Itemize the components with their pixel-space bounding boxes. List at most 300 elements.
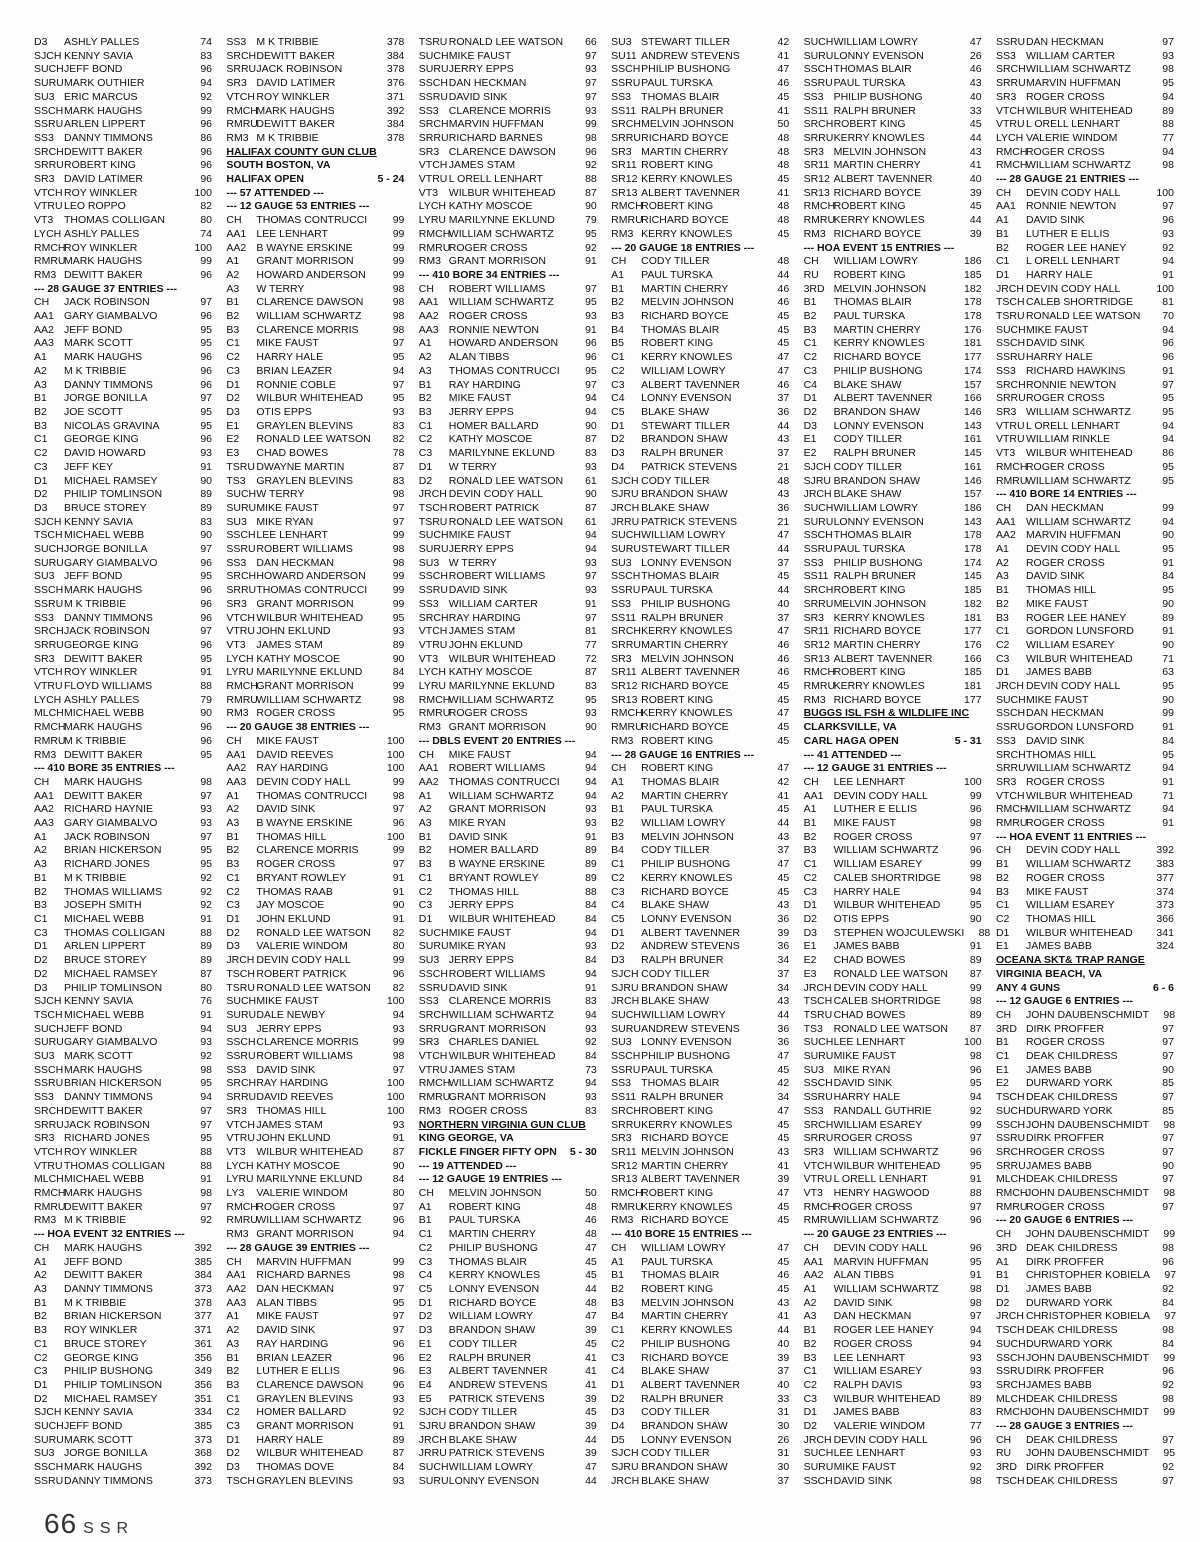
- result-row: [226, 872, 404, 886]
- result-row: [611, 1447, 789, 1461]
- score: 43: [969, 145, 982, 158]
- result-row: [226, 461, 404, 475]
- score: 90: [1162, 638, 1174, 651]
- result-row: [34, 899, 212, 913]
- result-row: [996, 1064, 1174, 1078]
- shooter-name: ROGER LEE HANEY: [1025, 611, 1127, 624]
- score: 63: [1162, 666, 1174, 679]
- class-code: D2: [226, 392, 240, 405]
- shooter-name: THOMAS HILL: [1025, 748, 1096, 761]
- score: 45: [777, 1282, 790, 1295]
- result-row: [803, 926, 991, 941]
- score: 87: [585, 666, 597, 679]
- result-row: [419, 1242, 597, 1256]
- result-row: [226, 995, 404, 1009]
- score: 33: [969, 104, 982, 117]
- result-row: [611, 132, 789, 146]
- shooter-name: CALEB SHORTRIDGE: [833, 995, 941, 1008]
- score: 99: [969, 789, 982, 802]
- score: 97: [1162, 1050, 1174, 1063]
- score: 95: [200, 405, 212, 418]
- result-row: [996, 200, 1174, 214]
- shooter-name: RICHARD BOYCE: [833, 625, 922, 638]
- result-row: [996, 1365, 1174, 1379]
- shooter-name: PATRICK STEVENS: [641, 515, 738, 528]
- shooter-name: MIKE FAUST: [1025, 693, 1089, 706]
- class-code: SJCH: [611, 967, 639, 980]
- score: 45: [777, 1200, 790, 1213]
- result-row: [419, 406, 597, 420]
- result-row: [611, 392, 789, 406]
- class-code: SR13: [803, 186, 830, 199]
- shooter-name: CODY TILLER: [448, 1337, 518, 1350]
- shooter-name: BRIAN LEAZER: [256, 364, 333, 377]
- event-header: --- 28 GAUGE 3 ENTRIES ---: [995, 1420, 1134, 1433]
- class-code: SJCH: [34, 515, 62, 528]
- score: 99: [392, 1255, 405, 1268]
- class-code: RMCH: [803, 666, 836, 679]
- score: 39: [777, 1173, 790, 1186]
- class-code: RMCH: [995, 460, 1028, 473]
- class-code: VTCH: [226, 611, 255, 624]
- class-code: JRRU: [418, 1447, 447, 1460]
- shooter-name: THOMAS HILL: [256, 830, 327, 843]
- shooter-name: RAY HARDING: [256, 1077, 329, 1090]
- result-row: [611, 1173, 789, 1187]
- class-code: A3: [34, 858, 47, 871]
- score: 368: [194, 1447, 212, 1460]
- score: 44: [777, 1008, 790, 1021]
- score: 96: [969, 1145, 982, 1158]
- class-code: LYCH: [34, 693, 62, 706]
- score: 90: [392, 1159, 405, 1172]
- shooter-name: KERRY KNOWLES: [833, 214, 925, 227]
- shooter-name: KATHY MOSCOE: [448, 433, 533, 446]
- score: 98: [200, 775, 212, 788]
- score: 41: [777, 186, 790, 199]
- score: 96: [200, 556, 212, 569]
- score: 378: [386, 63, 405, 76]
- class-code: CH: [611, 1241, 627, 1254]
- result-row: [226, 365, 404, 379]
- class-code: SRRU: [418, 131, 449, 144]
- shooter-name: MIKE RYAN: [833, 1063, 891, 1076]
- result-row: [419, 1283, 597, 1297]
- result-row: [804, 132, 982, 146]
- score: 46: [777, 666, 790, 679]
- shooter-name: ALBERT TAVENNER: [641, 1378, 740, 1391]
- class-code: E2: [803, 954, 817, 967]
- class-code: SR3: [418, 145, 440, 158]
- class-code: JRCH: [611, 501, 640, 514]
- class-code: MLCH: [995, 1173, 1026, 1186]
- class-code: B2: [611, 296, 625, 309]
- shooter-name: THOMAS COLLIGAN: [64, 926, 165, 939]
- score: 385: [194, 1420, 212, 1433]
- score: 48: [777, 145, 790, 158]
- score: 98: [969, 1282, 982, 1295]
- result-row: [34, 337, 212, 351]
- score: 97: [1162, 1145, 1174, 1158]
- result-row: [226, 749, 404, 763]
- class-code: B3: [995, 885, 1009, 898]
- class-code: SSRU: [611, 584, 641, 597]
- class-code: D2: [34, 967, 48, 980]
- score: 96: [200, 118, 212, 131]
- shooter-name: MARK HAUGHS: [64, 1063, 143, 1076]
- class-code: CH: [803, 775, 819, 788]
- event-header: --- 28 GAUGE 39 ENTRIES ---: [226, 1241, 370, 1254]
- shooter-name: VALERIE WINDOM: [833, 1420, 925, 1433]
- shooter-name: KERRY KNOWLES: [833, 131, 925, 144]
- shooter-name: MELVIN JOHNSON: [641, 1296, 734, 1309]
- shooter-name: RICHARD JONES: [64, 1132, 150, 1145]
- result-row: [611, 461, 789, 475]
- shooter-name: MIKE FAUST: [256, 337, 319, 350]
- class-code: C5: [611, 405, 625, 418]
- shooter-name: RICHARD BOYCE: [641, 214, 729, 227]
- result-row: [419, 1379, 597, 1393]
- class-code: D1: [418, 1296, 433, 1309]
- result-row: [419, 1077, 597, 1091]
- class-code: SR11: [611, 1145, 637, 1158]
- result-row: [419, 351, 597, 365]
- class-code: D2: [34, 954, 48, 967]
- score: 94: [1162, 90, 1174, 103]
- shooter-name: DURWARD YORK: [1025, 1077, 1113, 1090]
- club-name: NORTHERN VIRGINIA GUN CLUB: [418, 1118, 586, 1131]
- event-header: --- 28 GAUGE 16 ENTRIES ---: [611, 748, 755, 761]
- score: 91: [969, 940, 982, 953]
- result-row: [419, 995, 597, 1009]
- class-code: VT3: [226, 1145, 246, 1158]
- result-row: [996, 1173, 1174, 1187]
- result-row: [996, 91, 1174, 105]
- score: 94: [585, 775, 597, 788]
- class-code: SURU: [34, 1433, 64, 1446]
- class-code: SRCH: [226, 49, 257, 62]
- score: 96: [585, 337, 597, 350]
- shooter-name: DEVIN CODY HALL: [833, 1433, 928, 1446]
- score: 66: [585, 36, 597, 48]
- result-row: [611, 543, 789, 557]
- score: 97: [969, 1132, 982, 1145]
- result-row: [419, 118, 597, 132]
- class-code: TS3: [803, 1022, 823, 1035]
- score: 99: [1163, 1228, 1176, 1241]
- class-code: JRCH: [995, 680, 1024, 693]
- result-row: [34, 612, 212, 626]
- result-row: [226, 310, 404, 324]
- shooter-name: DEVIN CODY HALL: [1025, 186, 1121, 199]
- result-row: [226, 1447, 404, 1461]
- result-row: [419, 310, 597, 324]
- shooter-name: PAUL TURSKA: [641, 77, 713, 90]
- score: 45: [777, 337, 790, 350]
- score: 87: [585, 186, 597, 199]
- score: 373: [1156, 899, 1174, 912]
- shooter-name: DAVID SINK: [833, 1077, 893, 1090]
- class-code: SRCH: [611, 625, 641, 638]
- score: 371: [194, 1324, 212, 1337]
- score: 97: [1162, 1022, 1174, 1035]
- shooter-name: LEE LENHART: [833, 1447, 906, 1460]
- class-code: E1: [226, 419, 240, 432]
- shooter-name: ROGER CROSS: [448, 310, 528, 323]
- class-code: SSCH: [995, 337, 1026, 350]
- score: 95: [1162, 405, 1174, 418]
- publication-name: SSR: [83, 1520, 135, 1537]
- shooter-name: MELVIN JOHNSON: [833, 597, 927, 610]
- score: 48: [777, 255, 790, 268]
- event-header: --- 12 GAUGE 31 ENTRIES ---: [803, 762, 947, 775]
- result-row: [611, 1310, 789, 1324]
- score: 48: [777, 200, 790, 213]
- class-code: RM3: [226, 1228, 249, 1241]
- class-code: SS3: [611, 90, 632, 103]
- event-header: --- 410 BORE 34 ENTRIES ---: [418, 268, 560, 281]
- shooter-name: WILLIAM SCHWARTZ: [448, 1077, 554, 1090]
- shooter-name: JOHN DAUBENSCHMIDT: [1025, 1228, 1150, 1241]
- shooter-name: ARLEN LIPPERT: [64, 118, 146, 131]
- class-code: SRCH: [995, 748, 1026, 761]
- result-row: [34, 1256, 212, 1270]
- shooter-name: RALPH BRUNER: [641, 1392, 724, 1405]
- class-code: AA1: [995, 515, 1016, 528]
- class-code: SRRU: [611, 638, 641, 651]
- result-row: [611, 118, 789, 132]
- shooter-name: PAUL TURSKA: [641, 803, 713, 816]
- result-row: [611, 927, 789, 941]
- class-code: B3: [611, 310, 625, 323]
- location-text: KING GEORGE, VA: [418, 1132, 514, 1145]
- score: 92: [585, 1036, 597, 1049]
- class-code: SURU: [418, 940, 449, 953]
- class-code: VT3: [418, 652, 439, 665]
- shooter-name: MARVIN HUFFMAN: [448, 118, 544, 131]
- shooter-name: DEWITT BAKER: [64, 1104, 143, 1117]
- result-row: [804, 625, 982, 639]
- result-row: [996, 1242, 1174, 1256]
- score: 91: [969, 1269, 982, 1282]
- result-row: [226, 1434, 404, 1448]
- class-code: B3: [418, 405, 432, 418]
- class-code: A2: [418, 351, 432, 364]
- result-row: [804, 433, 982, 447]
- shoot-date: 6 - 6: [1152, 981, 1174, 994]
- result-row: [34, 844, 212, 858]
- class-code: C1: [226, 1392, 240, 1405]
- result-row: [419, 324, 597, 338]
- shooter-name: JERRY EPPS: [448, 63, 514, 76]
- shooter-name: JAMES BABB: [833, 940, 900, 953]
- result-row: [804, 1269, 982, 1283]
- shooter-name: CLARENCE MORRIS: [448, 104, 551, 117]
- shooter-name: GRANT MORRISON: [448, 1022, 547, 1035]
- shooter-name: BLAKE SHAW: [641, 501, 710, 514]
- class-code: A1: [226, 789, 240, 802]
- score: 93: [585, 803, 597, 816]
- result-row: [611, 1269, 789, 1283]
- result-row: [34, 982, 212, 996]
- shooter-name: ROBERT KING: [641, 1104, 714, 1117]
- score: 99: [969, 858, 982, 871]
- class-code: C1: [611, 351, 625, 364]
- shooter-name: JORGE BONILLA: [64, 543, 148, 556]
- shooter-name: DAVID SINK: [256, 1063, 316, 1076]
- shooter-name: DEVIN CODY HALL: [1025, 844, 1121, 857]
- shooter-name: DIRK PROFFER: [1025, 1461, 1105, 1474]
- result-row: [996, 159, 1174, 173]
- shooter-name: RONALD LEE WATSON: [1025, 310, 1141, 323]
- result-row: [34, 1310, 212, 1324]
- class-code: SRRU: [803, 131, 834, 144]
- score: 98: [1163, 1187, 1176, 1200]
- result-row: [996, 324, 1174, 338]
- class-code: C2: [34, 447, 48, 460]
- result-row: [995, 1310, 1177, 1324]
- shooter-name: RAY HARDING: [448, 378, 521, 391]
- result-row: [34, 187, 212, 201]
- shoot-title: [804, 735, 982, 749]
- shooter-name: MARILYNNE EKLUND: [448, 214, 555, 227]
- result-row: [419, 1050, 597, 1064]
- result-row: [419, 543, 597, 557]
- shooter-name: MICHAEL WEBB: [64, 707, 145, 720]
- score: 392: [194, 1461, 212, 1474]
- class-code: SRCH: [611, 118, 641, 131]
- result-row: [34, 379, 212, 393]
- score: 40: [969, 90, 982, 103]
- shooter-name: MARK OUTHIER: [64, 77, 145, 90]
- result-row: [804, 1036, 982, 1050]
- score: 94: [392, 364, 405, 377]
- class-code: SR13: [803, 652, 830, 665]
- class-code: TSCH: [995, 1091, 1025, 1104]
- result-row: [611, 1297, 789, 1311]
- result-row: [611, 516, 789, 530]
- score: 97: [1164, 1310, 1177, 1323]
- result-row: [804, 1242, 982, 1256]
- shooter-name: MARILYNNE EKLUND: [448, 680, 555, 693]
- result-row: [34, 1009, 212, 1023]
- result-row: [226, 392, 404, 406]
- result-row: [611, 200, 789, 214]
- shooter-name: JEFF KEY: [64, 460, 114, 473]
- score: 94: [969, 1091, 982, 1104]
- result-row: [996, 899, 1174, 913]
- score: 96: [585, 351, 597, 364]
- class-code: CH: [803, 255, 819, 268]
- shooter-name: ALBERT TAVENNER: [641, 926, 740, 939]
- shooter-name: MARTIN CHERRY: [833, 159, 921, 172]
- class-code: SR3: [34, 652, 55, 665]
- class-code: RM3: [611, 734, 634, 747]
- class-code: SUCH: [611, 1008, 641, 1021]
- score: 98: [1162, 159, 1174, 172]
- shooter-name: ASHLY PALLES: [64, 36, 140, 48]
- score: 82: [392, 981, 405, 994]
- result-row: [226, 516, 404, 530]
- shooter-name: ROBERT WILLIAMS: [448, 282, 546, 295]
- class-code: D1: [34, 940, 48, 953]
- result-row: [611, 406, 789, 420]
- shooter-name: ALBERT TAVENNER: [833, 652, 933, 665]
- class-code: RMCH: [611, 707, 643, 720]
- shooter-name: DIRK PROFFER: [1025, 1365, 1105, 1378]
- class-code: RMRU: [418, 707, 451, 720]
- score: 48: [777, 159, 790, 172]
- class-code: B1: [995, 1269, 1009, 1282]
- shooter-name: RICHARD BOYCE: [448, 1296, 537, 1309]
- result-row: [419, 529, 597, 543]
- result-row: [34, 954, 212, 968]
- result-row: [996, 790, 1174, 804]
- result-row: [996, 392, 1174, 406]
- score: 48: [777, 474, 790, 487]
- shooter-name: DAVID SINK: [256, 1324, 316, 1337]
- shooter-name: KERRY KNOWLES: [641, 351, 733, 364]
- result-row: [419, 200, 597, 214]
- class-code: D2: [611, 433, 625, 446]
- shooter-name: BRANDON SHAW: [641, 433, 728, 446]
- result-row: [419, 749, 597, 763]
- class-code: D3: [611, 954, 625, 967]
- class-code: TSCH: [995, 1474, 1025, 1487]
- result-row: [804, 776, 982, 790]
- shooter-name: ERIC MARCUS: [64, 90, 138, 103]
- score: 40: [777, 1378, 790, 1391]
- score: 98: [585, 131, 597, 144]
- class-code: C3: [611, 1351, 625, 1364]
- score: 94: [585, 405, 597, 418]
- score: 86: [1162, 447, 1174, 460]
- result-row: [226, 968, 404, 982]
- score: 93: [585, 63, 597, 76]
- score: 93: [1162, 227, 1174, 240]
- score: 86: [200, 131, 212, 144]
- class-code: VTCH: [226, 1118, 255, 1131]
- score: 95: [392, 611, 405, 624]
- class-code: VTCH: [226, 90, 255, 103]
- score: 93: [392, 1118, 405, 1131]
- result-row: [419, 1256, 597, 1270]
- score: 84: [392, 666, 405, 679]
- class-code: C1: [34, 433, 48, 446]
- result-row: [611, 899, 789, 913]
- shooter-name: CLARENCE MORRIS: [256, 844, 359, 857]
- score: 99: [392, 775, 405, 788]
- score: 39: [585, 1324, 597, 1337]
- score: 90: [585, 419, 597, 432]
- shooter-name: HOMER BALLARD: [448, 844, 539, 857]
- score: 44: [777, 584, 790, 597]
- score: 74: [200, 227, 212, 240]
- class-code: D2: [995, 1296, 1010, 1309]
- shooter-name: JEFF BOND: [64, 63, 123, 76]
- class-code: B1: [418, 378, 432, 391]
- result-row: [419, 721, 597, 735]
- class-code: D2: [34, 488, 48, 501]
- score: 97: [392, 515, 405, 528]
- score: 392: [1156, 844, 1174, 857]
- result-row: [804, 420, 982, 434]
- result-row: [804, 790, 982, 804]
- class-code: D1: [611, 926, 625, 939]
- score: 93: [200, 447, 212, 460]
- score: 378: [386, 131, 405, 144]
- shooter-name: KENNY SAVIA: [64, 49, 134, 62]
